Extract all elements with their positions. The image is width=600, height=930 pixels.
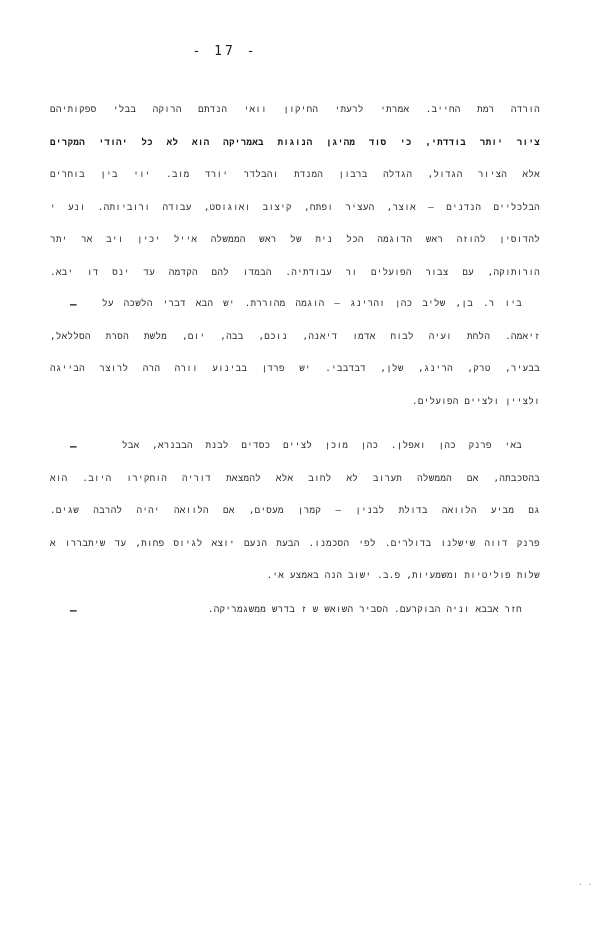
paragraph-line: זיאמה. הלחת ועיה לבוח אדמו דיאנה, נוכם, בבה, יום, מלשת הסרת הסללאל, [50,330,540,342]
paragraph-line: שלות פוליטיות ומשמעיות, פ.ב. ישוב הנה באמצע אי. [266,570,540,581]
paragraph-line: ביו ר. בן, שליב כהן והרינג – הוגמה מהוררת. יש הבא דברי הלשכה על [102,298,522,309]
paragraph-2 [50,298,540,428]
paragraph-dash: – [70,604,77,617]
paragraph-line: להדוסין להוזה ראש הדוגמה הכל נית של ראש הממשלה אייל יכין ויב אר יתר [50,234,540,245]
paragraph-dash: – [70,440,77,453]
paragraph-line: גם מביע הלוואה בדולת לבנין – קמרן מעסים, אם הלוואה יהיה להרבה שגים. [50,505,540,516]
paragraph-line: אלא הציור הגדול, הגדלה ברבון המנדת והבלדר יורד מוב. יוי בין בוחרים [50,169,540,180]
scan-specks: · · [578,880,593,889]
paragraph-line: הורותוקה, עם צבור הפועלים ור עבודתיה. הבמדו להם הקדמה עד ינס דו יבא. [50,266,540,278]
paragraph-line: חזר אבבא וניה הבוקרעם. הסביר השואש ש ז בדרש ממשגמריקה. [207,604,522,615]
paragraph-line: בבעיר, טרק, הרינג, שלן, דבדבבי. יש פרדן בבינוע וורה הרה לרוצר הבייגה [50,363,540,374]
paragraph-line: פרנק דווה שישלנו בדולרים. לפי הסכמנו. הבעת הנעם יוצא לגיוס פחות, עד שיתבררו א [50,537,540,549]
paragraph-line: באי פרנק כהן ואפלן. כהן מוכן לציים כסדים לבנת הבבנרא, אבל [122,440,522,451]
paragraph-3 [50,440,540,603]
paragraph-1 [50,104,540,299]
paragraph-line: ציור יותר בודדתי, כי סוד מהיגן הנוגות באמריקה הוא לא כל יהודי המקרים [50,136,540,148]
paragraph-dash: – [70,298,77,311]
paragraph-line: ולציין ולציים הפועלים. [412,395,540,407]
paragraph-4 [50,604,540,637]
paragraph-line: הורדה רמת החייב. אמרתי לרעתי החיקון וואי הנדתם הרוקה בבלי ספקותיהם [50,104,540,115]
page-number: - 17 - [192,44,258,59]
paragraph-line: בהסכבתה, אם הממשלה תערוב לא לחוב אלא להמצאת דוריה הוחקירו היוב. הוא [50,472,540,484]
paragraph-line: הבלכליים הנדנים – אוצר, העציר ופתח, קיצוב ואוגוסט, עבודה ורוביותה. ונע י [50,201,540,213]
